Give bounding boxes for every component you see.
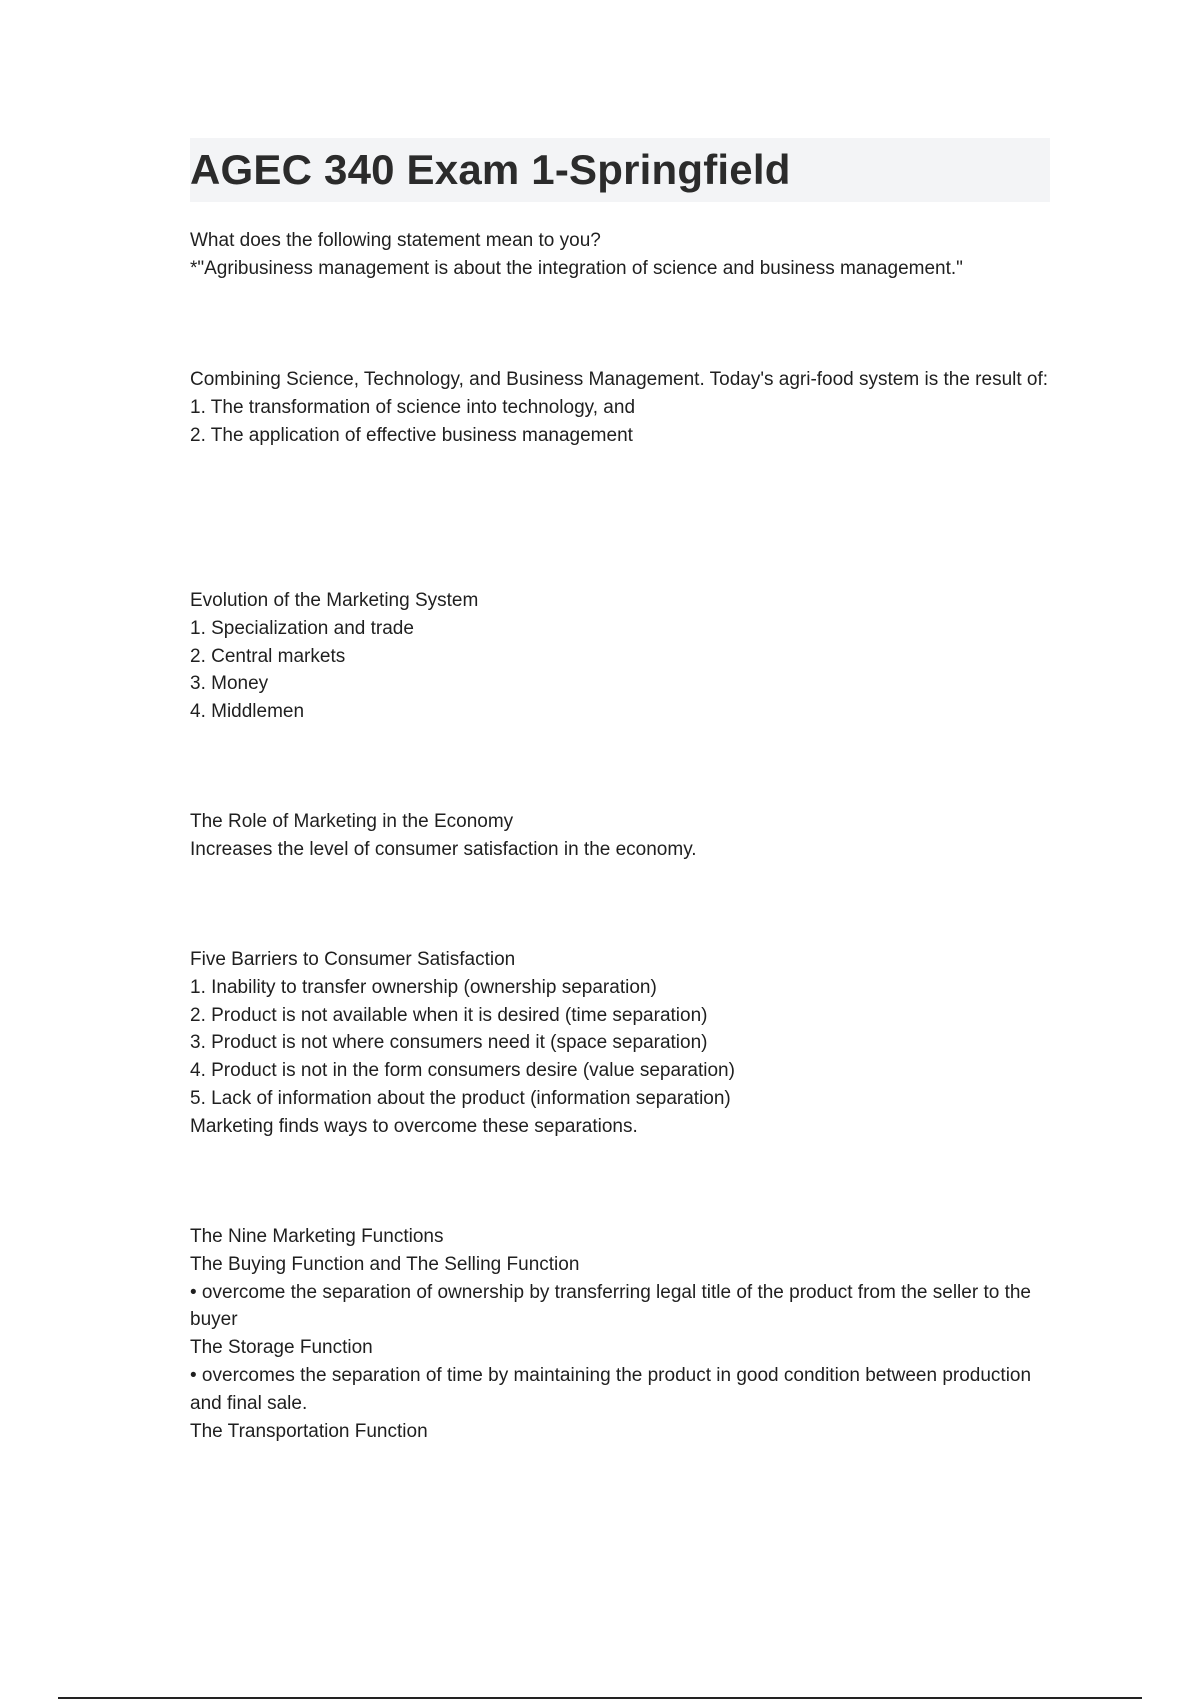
section-heading: The Nine Marketing Functions bbox=[190, 1226, 444, 1247]
section-combining-science bbox=[190, 366, 1050, 449]
list-item: 5. Lack of information about the product (information separation) bbox=[190, 1087, 731, 1109]
question-line: What does the following statement mean to you? bbox=[190, 230, 601, 251]
list-item: 3. Money bbox=[190, 673, 269, 695]
subheading: The Transportation Function bbox=[190, 1420, 428, 1442]
section-text: Marketing finds ways to overcome these separations. bbox=[190, 1115, 638, 1137]
section-paragraph: Combining Science, Technology, and Business Management. Today's agri-food system is the result of: bbox=[190, 369, 1049, 390]
bullet-text: • overcome the separation of ownership by transferring legal title of the product from the seller to the buyer bbox=[190, 1281, 1031, 1331]
section-five-barriers bbox=[190, 946, 1050, 1141]
list-item: 4. Product is not in the form consumers desire (value separation) bbox=[190, 1060, 735, 1082]
bullet-text: • overcomes the separation of time by maintaining the product in good condition between production and final sale. bbox=[190, 1364, 1032, 1414]
list-item: 4. Middlemen bbox=[190, 701, 305, 723]
section-nine-functions bbox=[190, 1223, 1050, 1445]
section-question bbox=[190, 227, 1050, 283]
list-item: 2. Product is not available when it is desired (time separation) bbox=[190, 1004, 708, 1026]
title-banner bbox=[190, 138, 1050, 202]
section-text: Increases the level of consumer satisfaction in the economy. bbox=[190, 838, 697, 860]
section-role-of-marketing bbox=[190, 808, 1050, 864]
list-item: 1. The transformation of science into technology, and bbox=[190, 396, 636, 418]
list-item: 1. Specialization and trade bbox=[190, 617, 414, 639]
subheading: The Buying Function and The Selling Function bbox=[190, 1253, 580, 1275]
list-item: 2. Central markets bbox=[190, 645, 346, 667]
page-bottom-rule bbox=[58, 1697, 1142, 1699]
quote-line: *"Agribusiness management is about the integration of science and business management." bbox=[190, 257, 963, 279]
list-item: 2. The application of effective business management bbox=[190, 424, 633, 446]
list-item: 3. Product is not where consumers need it (space separation) bbox=[190, 1032, 708, 1054]
section-evolution bbox=[190, 587, 1050, 726]
section-heading: The Role of Marketing in the Economy bbox=[190, 811, 514, 832]
section-heading: Evolution of the Marketing System bbox=[190, 590, 479, 611]
list-item: 1. Inability to transfer ownership (ownership separation) bbox=[190, 976, 657, 998]
subheading: The Storage Function bbox=[190, 1337, 373, 1359]
section-heading: Five Barriers to Consumer Satisfaction bbox=[190, 949, 516, 970]
document-title: AGEC 340 Exam 1-Springfield bbox=[190, 146, 791, 193]
